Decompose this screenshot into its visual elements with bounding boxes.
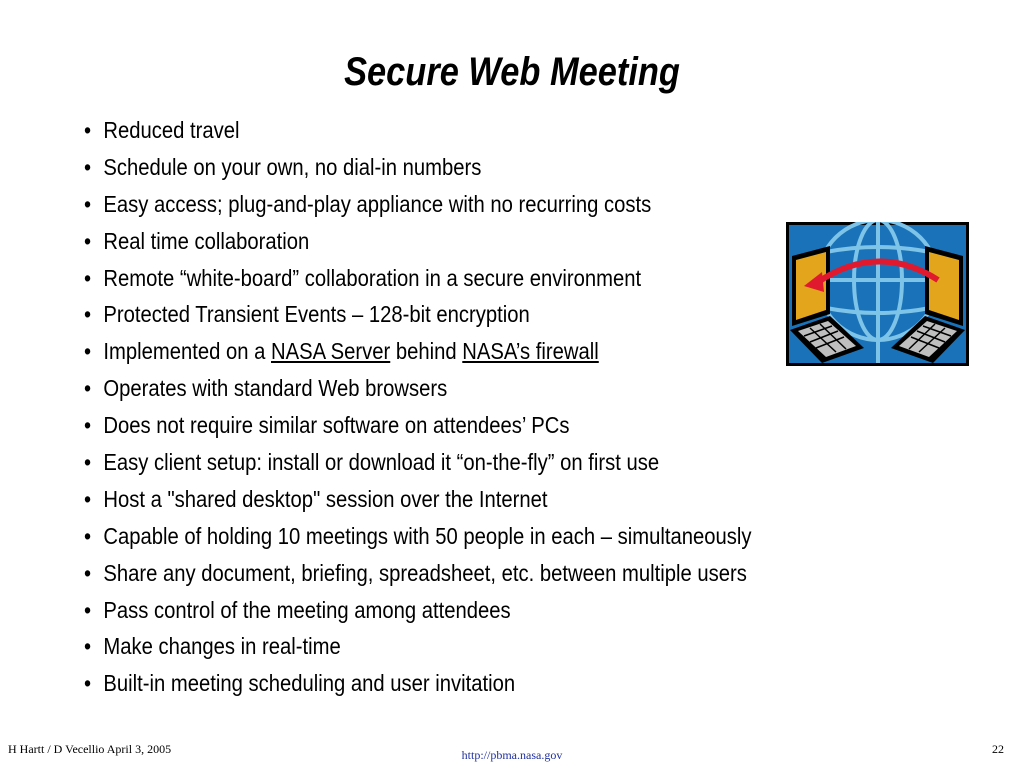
list-item (84, 555, 753, 592)
bullet-text: Does not require similar software on attendees’ PCs (103, 412, 570, 439)
footer-author-date: H Hartt / D Vecellio April 3, 2005 (8, 742, 172, 756)
list-item (84, 592, 753, 629)
bullet-mark: • (84, 264, 92, 291)
nasa-server-link[interactable]: NASA Server (271, 338, 391, 365)
list-item (84, 407, 753, 444)
bullet-mark: • (84, 522, 92, 549)
list-item (84, 444, 753, 481)
bullet-text: Remote “white-board” collaboration in a secure environment (103, 264, 642, 291)
web-meeting-globe-laptops-icon (786, 222, 969, 366)
bullet-text: Pass control of the meeting among attendees (103, 596, 511, 623)
bullet-mark: • (84, 117, 92, 143)
list-item (84, 333, 753, 370)
page-number: 22 (992, 742, 1004, 756)
bullet-text: Protected Transient Events – 128-bit encryption (103, 301, 530, 328)
list-item (84, 628, 753, 665)
bullet-mark: • (84, 375, 92, 402)
list-item (84, 518, 753, 555)
bullet-text: Easy client setup: install or download it “on-the-fly” on first use (103, 449, 660, 476)
footer-url-link[interactable]: http://pbma.nasa.gov (461, 748, 563, 762)
bullet-mark: • (84, 412, 92, 439)
bullet-mark: • (84, 449, 92, 476)
list-item (84, 370, 753, 407)
bullet-text: Operates with standard Web browsers (103, 375, 448, 402)
bullet-text: Built-in meeting scheduling and user invitation (103, 670, 516, 697)
bullet-mark: • (84, 596, 92, 623)
list-item (84, 149, 753, 186)
bullet-text: Easy access; plug-and-play appliance with no recurring costs (103, 190, 652, 217)
bullet-mark: • (84, 301, 92, 328)
bullet-mark: • (84, 338, 92, 365)
bullet-mark: • (84, 227, 92, 254)
list-item (84, 186, 753, 223)
nasa-firewall-link[interactable]: NASA’s firewall (462, 338, 599, 365)
bullet-mark: • (84, 153, 92, 180)
list-item (84, 223, 753, 260)
bullet-text: behind (390, 338, 463, 365)
slide-title: Secure Web Meeting (344, 50, 680, 94)
list-item (84, 260, 753, 297)
bullet-mark: • (84, 485, 92, 512)
bullet-mark: • (84, 190, 92, 217)
bullet-text: Capable of holding 10 meetings with 50 people in each – simultaneously (103, 522, 752, 549)
bullet-mark: • (84, 633, 92, 660)
bullet-mark: • (84, 559, 92, 586)
bullet-mark: • (84, 670, 92, 697)
list-item (84, 665, 753, 702)
bullet-text: Share any document, briefing, spreadsheet, etc. between multiple users (103, 559, 747, 586)
list-item (84, 481, 753, 518)
list-item (84, 296, 753, 333)
bullet-text: Reduced travel (103, 117, 240, 143)
list-item (84, 112, 753, 149)
bullet-text: Real time collaboration (103, 227, 310, 254)
bullet-list (84, 112, 844, 702)
bullet-text: Make changes in real-time (103, 633, 341, 660)
bullet-text: Schedule on your own, no dial-in numbers (103, 153, 482, 180)
bullet-text: Host a "shared desktop" session over the Internet (103, 485, 548, 512)
bullet-text: Implemented on a (103, 338, 272, 365)
